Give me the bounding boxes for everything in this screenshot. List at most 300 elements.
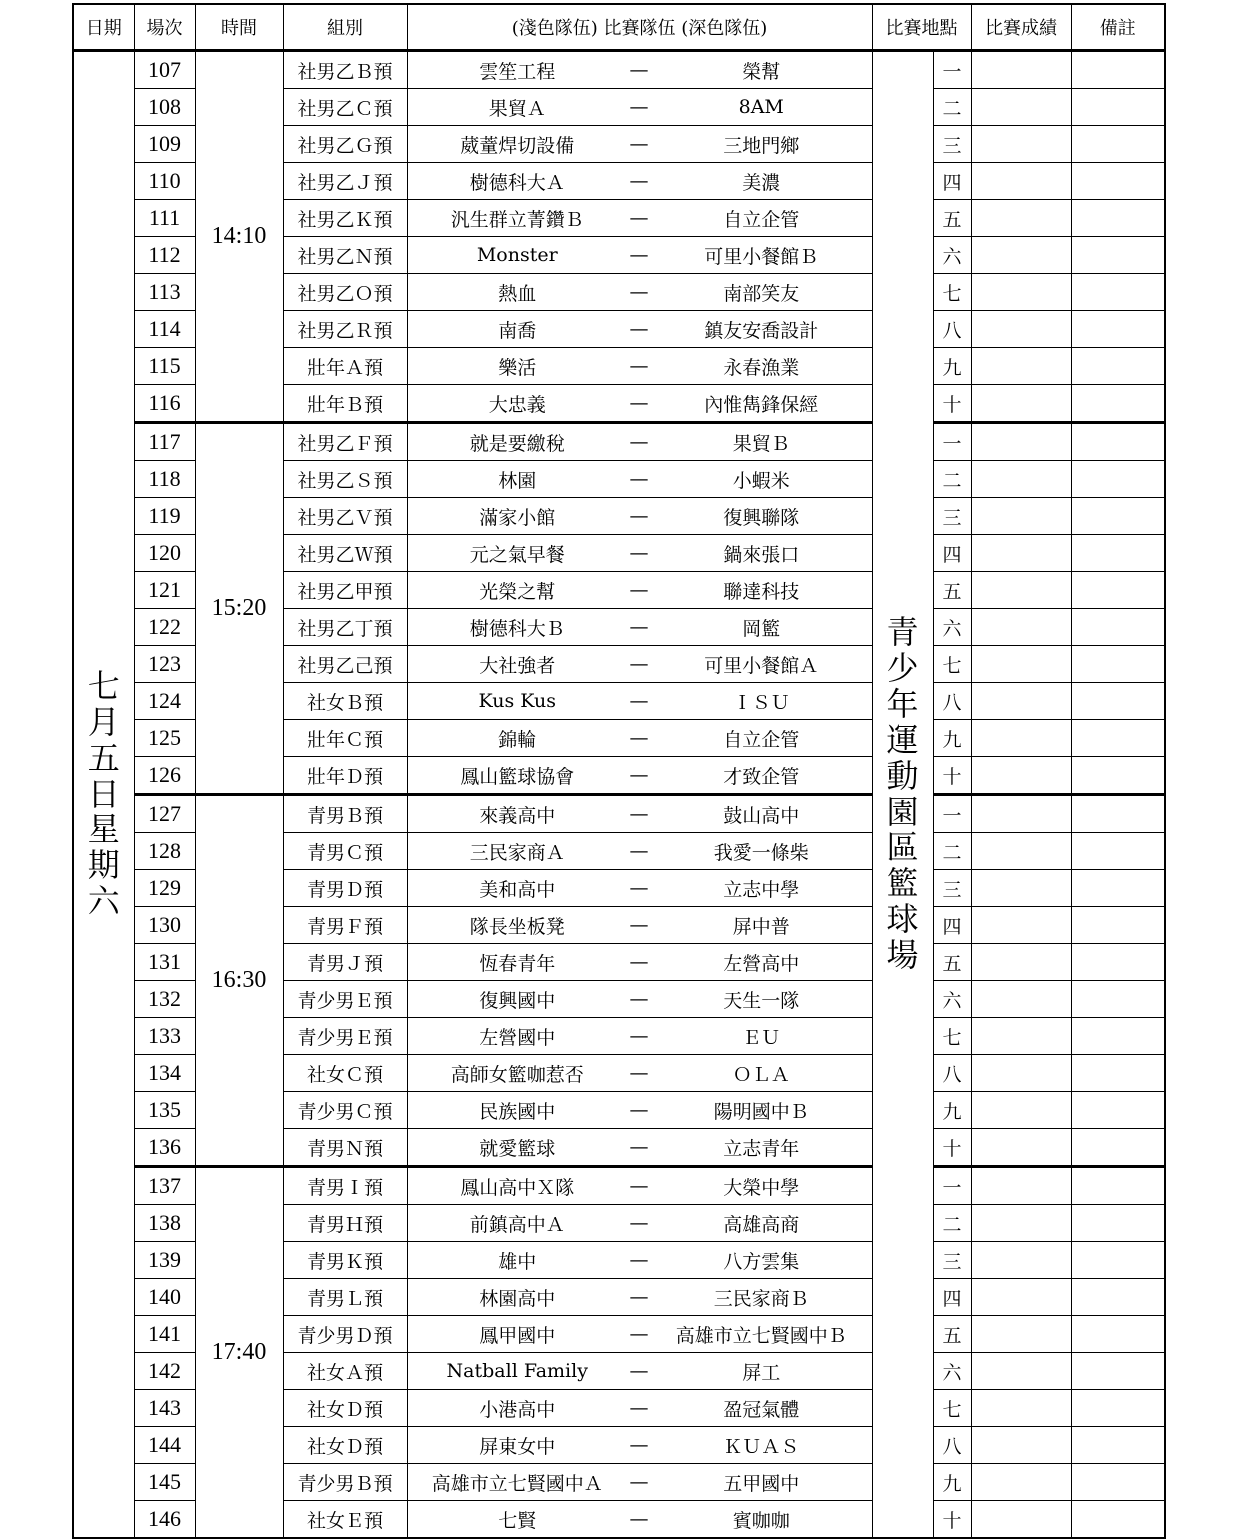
court-number: 四 — [933, 1279, 971, 1316]
light-team: 民族國中 — [407, 1092, 627, 1129]
date-label: 七月五日星期六 — [87, 667, 120, 921]
match-number: 134 — [134, 1055, 195, 1092]
light-team: 高師女籃咖惹否 — [407, 1055, 627, 1092]
division: 社男乙Ｓ預 — [283, 461, 407, 498]
vs-dash: — — [627, 126, 651, 163]
dark-team: 復興聯隊 — [651, 498, 872, 535]
division: 社女Ｃ預 — [283, 1055, 407, 1092]
note-field[interactable] — [1071, 944, 1165, 981]
dark-team: 五甲國中 — [651, 1464, 872, 1501]
note-field[interactable] — [1071, 1279, 1165, 1316]
note-field[interactable] — [1071, 237, 1165, 274]
court-number: 五 — [933, 944, 971, 981]
court-number: 五 — [933, 1316, 971, 1353]
division: 社男乙Ｊ預 — [283, 163, 407, 200]
note-field[interactable] — [1071, 720, 1165, 757]
header-division: 組別 — [283, 4, 407, 51]
light-team: 雲笙工程 — [407, 51, 627, 89]
division: 青男Ｃ預 — [283, 833, 407, 870]
vs-dash: — — [627, 89, 651, 126]
score-field[interactable] — [971, 237, 1071, 274]
dark-team: ＯＬＡ — [651, 1055, 872, 1092]
court-number: 八 — [933, 683, 971, 720]
vs-dash: — — [627, 51, 651, 89]
header-teams: (淺色隊伍) 比賽隊伍 (深色隊伍) — [407, 4, 872, 51]
score-field[interactable] — [971, 51, 1071, 89]
note-field[interactable] — [1071, 498, 1165, 535]
light-team: 鳳山籃球協會 — [407, 757, 627, 795]
dark-team: 岡籃 — [651, 609, 872, 646]
score-field[interactable] — [971, 683, 1071, 720]
score-field[interactable] — [971, 423, 1071, 461]
dark-team: 大榮中學 — [651, 1167, 872, 1205]
match-number: 119 — [134, 498, 195, 535]
score-field[interactable] — [971, 1464, 1071, 1501]
note-field[interactable] — [1071, 646, 1165, 683]
light-team: 錦輪 — [407, 720, 627, 757]
match-number: 115 — [134, 348, 195, 385]
dark-team: 天生一隊 — [651, 981, 872, 1018]
dark-team: ＩＳＵ — [651, 683, 872, 720]
court-number: 二 — [933, 833, 971, 870]
vs-dash: — — [627, 237, 651, 274]
dark-team: 內惟雋鋒保經 — [651, 385, 872, 423]
schedule-body — [73, 51, 1165, 1539]
vs-dash: — — [627, 200, 651, 237]
match-number: 137 — [134, 1167, 195, 1205]
light-team: Kus Kus — [407, 683, 627, 720]
match-number: 146 — [134, 1501, 195, 1539]
light-team: 鳳山高中Ｘ隊 — [407, 1167, 627, 1205]
score-field[interactable] — [971, 907, 1071, 944]
division: 社女Ａ預 — [283, 1353, 407, 1390]
note-field[interactable] — [1071, 1242, 1165, 1279]
time-slot: 16:30 — [195, 795, 283, 1167]
note-field[interactable] — [1071, 609, 1165, 646]
match-number: 142 — [134, 1353, 195, 1390]
match-number: 121 — [134, 572, 195, 609]
dark-team: 小蝦米 — [651, 461, 872, 498]
court-number: 七 — [933, 274, 971, 311]
dark-team: 永春漁業 — [651, 348, 872, 385]
court-number: 七 — [933, 1018, 971, 1055]
light-team: 雄中 — [407, 1242, 627, 1279]
light-team: 南喬 — [407, 311, 627, 348]
dark-team: 可里小餐館Ｂ — [651, 237, 872, 274]
court-number: 九 — [933, 720, 971, 757]
date-cell — [73, 51, 134, 1539]
dark-team: 左營高中 — [651, 944, 872, 981]
light-team: 來義高中 — [407, 795, 627, 833]
note-field[interactable] — [1071, 535, 1165, 572]
court-number: 十 — [933, 385, 971, 423]
score-field[interactable] — [971, 163, 1071, 200]
division: 青男Ｎ預 — [283, 1129, 407, 1167]
note-field[interactable] — [1071, 1092, 1165, 1129]
light-team: 葳蕫焊切設備 — [407, 126, 627, 163]
dark-team: 鎮友安喬設計 — [651, 311, 872, 348]
dark-team: 自立企管 — [651, 720, 872, 757]
court-number: 四 — [933, 907, 971, 944]
vs-dash: — — [627, 1353, 651, 1390]
vs-dash: — — [627, 1464, 651, 1501]
division: 社男乙Ｗ預 — [283, 535, 407, 572]
note-field[interactable] — [1071, 833, 1165, 870]
score-field[interactable] — [971, 1092, 1071, 1129]
score-field[interactable] — [971, 385, 1071, 423]
dark-team: 三民家商Ｂ — [651, 1279, 872, 1316]
division: 青男Ｌ預 — [283, 1279, 407, 1316]
match-number: 118 — [134, 461, 195, 498]
score-field[interactable] — [971, 1242, 1071, 1279]
court-number: 十 — [933, 757, 971, 795]
light-team: 隊長坐板凳 — [407, 907, 627, 944]
note-field[interactable] — [1071, 757, 1165, 795]
score-field[interactable] — [971, 1018, 1071, 1055]
score-field[interactable] — [971, 720, 1071, 757]
note-field[interactable] — [1071, 461, 1165, 498]
light-team: 熱血 — [407, 274, 627, 311]
division: 社女Ｄ預 — [283, 1427, 407, 1464]
note-field[interactable] — [1071, 423, 1165, 461]
vs-dash: — — [627, 1129, 651, 1167]
court-number: 三 — [933, 498, 971, 535]
court-number: 四 — [933, 535, 971, 572]
vs-dash: — — [627, 720, 651, 757]
division: 社男乙Ｒ預 — [283, 311, 407, 348]
vs-dash: — — [627, 609, 651, 646]
match-number: 127 — [134, 795, 195, 833]
division: 社男乙Ｖ預 — [283, 498, 407, 535]
vs-dash: — — [627, 1316, 651, 1353]
score-field[interactable] — [971, 1167, 1071, 1205]
score-field[interactable] — [971, 311, 1071, 348]
vs-dash: — — [627, 348, 651, 385]
note-field[interactable] — [1071, 348, 1165, 385]
division: 壯年Ａ預 — [283, 348, 407, 385]
court-number: 六 — [933, 237, 971, 274]
vs-dash: — — [627, 385, 651, 423]
score-field[interactable] — [971, 200, 1071, 237]
note-field[interactable] — [1071, 907, 1165, 944]
light-team: 林園 — [407, 461, 627, 498]
court-number: 六 — [933, 981, 971, 1018]
match-number: 116 — [134, 385, 195, 423]
vs-dash: — — [627, 1018, 651, 1055]
score-field[interactable] — [971, 1353, 1071, 1390]
light-team: 元之氣早餐 — [407, 535, 627, 572]
court-number: 十 — [933, 1129, 971, 1167]
dark-team: 才致企管 — [651, 757, 872, 795]
light-team: 美和高中 — [407, 870, 627, 907]
vs-dash: — — [627, 274, 651, 311]
score-field[interactable] — [971, 89, 1071, 126]
vs-dash: — — [627, 1242, 651, 1279]
match-number: 122 — [134, 609, 195, 646]
vs-dash: — — [627, 1205, 651, 1242]
dark-team: 陽明國中Ｂ — [651, 1092, 872, 1129]
light-team: Natball Family — [407, 1353, 627, 1390]
light-team: 大社強者 — [407, 646, 627, 683]
division: 青少男Ｅ預 — [283, 981, 407, 1018]
note-field[interactable] — [1071, 274, 1165, 311]
division: 壯年Ｃ預 — [283, 720, 407, 757]
division: 社男乙甲預 — [283, 572, 407, 609]
light-team: 復興國中 — [407, 981, 627, 1018]
match-number: 108 — [134, 89, 195, 126]
note-field[interactable] — [1071, 870, 1165, 907]
score-field[interactable] — [971, 1390, 1071, 1427]
vs-dash: — — [627, 981, 651, 1018]
light-team: 樂活 — [407, 348, 627, 385]
dark-team: 南部笑友 — [651, 274, 872, 311]
light-team: 前鎮高中Ａ — [407, 1205, 627, 1242]
division: 青少男Ｅ預 — [283, 1018, 407, 1055]
score-field[interactable] — [971, 498, 1071, 535]
score-field[interactable] — [971, 1129, 1071, 1167]
score-field[interactable] — [971, 274, 1071, 311]
note-field[interactable] — [1071, 1501, 1165, 1539]
score-field[interactable] — [971, 1279, 1071, 1316]
time-slot: 14:10 — [195, 51, 283, 423]
match-number: 120 — [134, 535, 195, 572]
match-number: 144 — [134, 1427, 195, 1464]
header-row — [73, 4, 1165, 51]
match-number: 125 — [134, 720, 195, 757]
score-field[interactable] — [971, 646, 1071, 683]
division: 社男乙Ｃ預 — [283, 89, 407, 126]
vs-dash: — — [627, 870, 651, 907]
note-field[interactable] — [1071, 51, 1165, 89]
light-team: 高雄市立七賢國中Ａ — [407, 1464, 627, 1501]
note-field[interactable] — [1071, 572, 1165, 609]
dark-team: 盈冠氣體 — [651, 1390, 872, 1427]
division: 青少男Ｃ預 — [283, 1092, 407, 1129]
dark-team: 自立企管 — [651, 200, 872, 237]
division: 青男Ｄ預 — [283, 870, 407, 907]
vs-dash: — — [627, 423, 651, 461]
division: 社男乙己預 — [283, 646, 407, 683]
court-number: 五 — [933, 200, 971, 237]
note-field[interactable] — [1071, 1464, 1165, 1501]
match-number: 112 — [134, 237, 195, 274]
score-field[interactable] — [971, 1055, 1071, 1092]
dark-team: 高雄高商 — [651, 1205, 872, 1242]
vs-dash: — — [627, 1279, 651, 1316]
match-number: 124 — [134, 683, 195, 720]
score-field[interactable] — [971, 461, 1071, 498]
division: 壯年Ｂ預 — [283, 385, 407, 423]
score-field[interactable] — [971, 944, 1071, 981]
note-field[interactable] — [1071, 163, 1165, 200]
note-field[interactable] — [1071, 1353, 1165, 1390]
note-field[interactable] — [1071, 311, 1165, 348]
match-number: 129 — [134, 870, 195, 907]
court-number: 九 — [933, 348, 971, 385]
division: 青男Ｂ預 — [283, 795, 407, 833]
match-number: 111 — [134, 200, 195, 237]
light-team: 滿家小館 — [407, 498, 627, 535]
light-team: 恆春青年 — [407, 944, 627, 981]
vs-dash: — — [627, 163, 651, 200]
dark-team: 8AM — [651, 89, 872, 126]
score-field[interactable] — [971, 1501, 1071, 1539]
score-field[interactable] — [971, 572, 1071, 609]
venue-label: 青少年運動園區籃球場 — [886, 613, 919, 974]
match-row — [73, 423, 1165, 461]
light-team: 光榮之幫 — [407, 572, 627, 609]
note-field[interactable] — [1071, 1390, 1165, 1427]
light-team: Monster — [407, 237, 627, 274]
division: 社男乙Ｎ預 — [283, 237, 407, 274]
note-field[interactable] — [1071, 1018, 1165, 1055]
schedule-table — [72, 3, 1166, 1539]
light-team: 樹德科大Ａ — [407, 163, 627, 200]
court-number: 四 — [933, 163, 971, 200]
dark-team: 可里小餐館Ａ — [651, 646, 872, 683]
match-number: 138 — [134, 1205, 195, 1242]
division: 社男乙Ｏ預 — [283, 274, 407, 311]
dark-team: 八方雲集 — [651, 1242, 872, 1279]
vs-dash: — — [627, 1092, 651, 1129]
score-field[interactable] — [971, 1316, 1071, 1353]
dark-team: 三地門鄉 — [651, 126, 872, 163]
match-number: 132 — [134, 981, 195, 1018]
light-team: 三民家商Ａ — [407, 833, 627, 870]
dark-team: 鼓山高中 — [651, 795, 872, 833]
division: 青男Ｈ預 — [283, 1205, 407, 1242]
vs-dash: — — [627, 1167, 651, 1205]
division: 社男乙Ｆ預 — [283, 423, 407, 461]
vs-dash: — — [627, 498, 651, 535]
score-field[interactable] — [971, 833, 1071, 870]
vs-dash: — — [627, 795, 651, 833]
match-number: 107 — [134, 51, 195, 89]
note-field[interactable] — [1071, 683, 1165, 720]
match-number: 131 — [134, 944, 195, 981]
court-number: 六 — [933, 609, 971, 646]
note-field[interactable] — [1071, 89, 1165, 126]
match-row — [73, 51, 1165, 89]
light-team: 屏東女中 — [407, 1427, 627, 1464]
vs-dash: — — [627, 311, 651, 348]
vs-dash: — — [627, 757, 651, 795]
note-field[interactable] — [1071, 126, 1165, 163]
note-field[interactable] — [1071, 1316, 1165, 1353]
dark-team: 立志中學 — [651, 870, 872, 907]
match-number: 128 — [134, 833, 195, 870]
division: 青男Ｉ預 — [283, 1167, 407, 1205]
match-number: 113 — [134, 274, 195, 311]
light-team: 果貿Ａ — [407, 89, 627, 126]
note-field[interactable] — [1071, 1129, 1165, 1167]
court-number: 十 — [933, 1501, 971, 1539]
score-field[interactable] — [971, 126, 1071, 163]
vs-dash: — — [627, 907, 651, 944]
match-number: 136 — [134, 1129, 195, 1167]
note-field[interactable] — [1071, 385, 1165, 423]
score-field[interactable] — [971, 609, 1071, 646]
score-field[interactable] — [971, 981, 1071, 1018]
vs-dash: — — [627, 1390, 651, 1427]
match-number: 114 — [134, 311, 195, 348]
dark-team: 屏工 — [651, 1353, 872, 1390]
match-number: 141 — [134, 1316, 195, 1353]
court-number: 二 — [933, 1205, 971, 1242]
score-field[interactable] — [971, 757, 1071, 795]
score-field[interactable] — [971, 535, 1071, 572]
dark-team: ＥＵ — [651, 1018, 872, 1055]
division: 社女Ｂ預 — [283, 683, 407, 720]
header-score: 比賽成績 — [971, 4, 1071, 51]
note-field[interactable] — [1071, 981, 1165, 1018]
light-team: 鳳甲國中 — [407, 1316, 627, 1353]
division: 青男Ｆ預 — [283, 907, 407, 944]
light-team: 大忠義 — [407, 385, 627, 423]
header-venue: 比賽地點 — [872, 4, 971, 51]
score-field[interactable] — [971, 870, 1071, 907]
dark-team: 我愛一條柴 — [651, 833, 872, 870]
court-number: 一 — [933, 51, 971, 89]
match-number: 135 — [134, 1092, 195, 1129]
court-number: 六 — [933, 1353, 971, 1390]
match-number: 126 — [134, 757, 195, 795]
light-team: 左營國中 — [407, 1018, 627, 1055]
note-field[interactable] — [1071, 1055, 1165, 1092]
dark-team: 榮幫 — [651, 51, 872, 89]
court-number: 一 — [933, 1167, 971, 1205]
note-field[interactable] — [1071, 200, 1165, 237]
vs-dash: — — [627, 572, 651, 609]
court-number: 三 — [933, 1242, 971, 1279]
note-field[interactable] — [1071, 1427, 1165, 1464]
header-match-no: 場次 — [134, 4, 195, 51]
dark-team: 立志青年 — [651, 1129, 872, 1167]
court-number: 三 — [933, 126, 971, 163]
match-number: 123 — [134, 646, 195, 683]
division: 社男乙丁預 — [283, 609, 407, 646]
dark-team: 美濃 — [651, 163, 872, 200]
time-slot: 17:40 — [195, 1167, 283, 1539]
match-number: 109 — [134, 126, 195, 163]
score-field[interactable] — [971, 795, 1071, 833]
court-number: 九 — [933, 1464, 971, 1501]
division: 青男Ｊ預 — [283, 944, 407, 981]
score-field[interactable] — [971, 348, 1071, 385]
dark-team: 聯達科技 — [651, 572, 872, 609]
division: 青男Ｋ預 — [283, 1242, 407, 1279]
light-team: 七賢 — [407, 1501, 627, 1539]
court-number: 七 — [933, 646, 971, 683]
court-number: 三 — [933, 870, 971, 907]
match-number: 139 — [134, 1242, 195, 1279]
note-field[interactable] — [1071, 1205, 1165, 1242]
note-field[interactable] — [1071, 795, 1165, 833]
light-team: 就愛籃球 — [407, 1129, 627, 1167]
score-field[interactable] — [971, 1427, 1071, 1464]
court-number: 八 — [933, 311, 971, 348]
note-field[interactable] — [1071, 1167, 1165, 1205]
court-number: 一 — [933, 423, 971, 461]
match-number: 117 — [134, 423, 195, 461]
light-team: 小港高中 — [407, 1390, 627, 1427]
match-number: 133 — [134, 1018, 195, 1055]
division: 壯年Ｄ預 — [283, 757, 407, 795]
court-number: 一 — [933, 795, 971, 833]
match-number: 140 — [134, 1279, 195, 1316]
venue-cell — [872, 51, 933, 1539]
score-field[interactable] — [971, 1205, 1071, 1242]
